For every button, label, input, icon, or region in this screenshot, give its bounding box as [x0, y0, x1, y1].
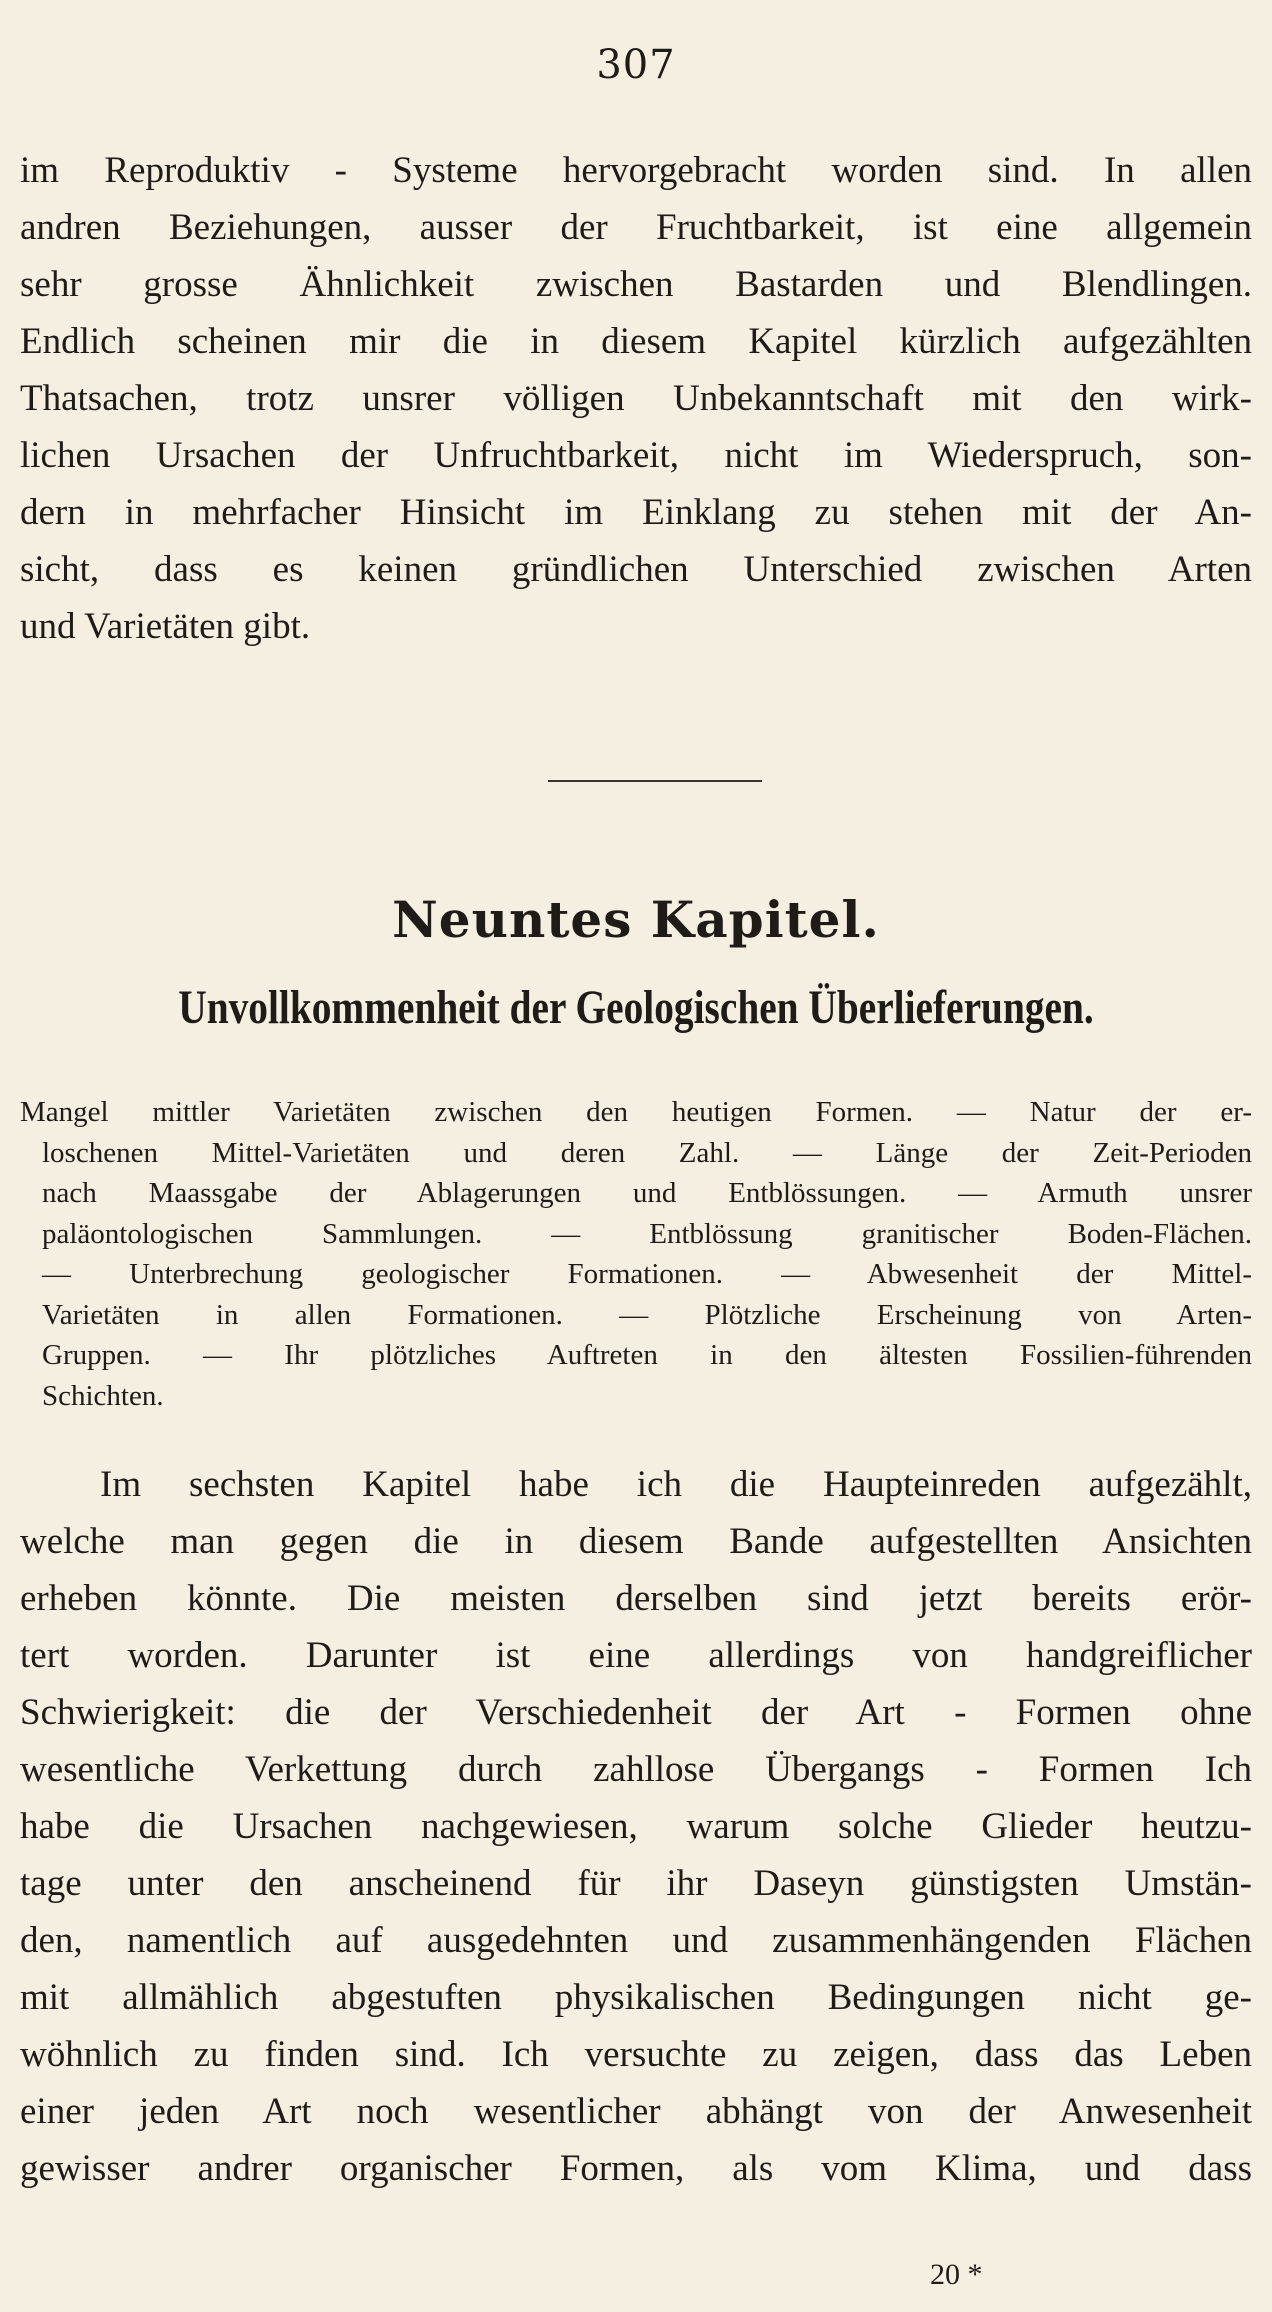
page-number: 307: [596, 42, 676, 88]
text-line: gewisser andrer organischer Formen, als vom Klima, und dass: [20, 2148, 1252, 2189]
text-line: im Reproduktiv - Systeme hervorgebracht worden sind. In allen: [20, 150, 1252, 191]
text-line: wöhnlich zu finden sind. Ich versuchte zu zeigen, dass das Leben: [20, 2034, 1252, 2075]
text-line: Thatsachen, trotz unsrer völligen Unbekanntschaft mit den wirk-: [20, 378, 1252, 419]
text-line: einer jeden Art noch wesentlicher abhängt von der Anwesenheit: [20, 2091, 1252, 2132]
paragraph-top: [20, 142, 1252, 655]
text-line: Endlich scheinen mir die in diesem Kapitel kürzlich aufgezählten: [20, 321, 1252, 362]
text-line: dern in mehrfacher Hinsicht im Einklang zu stehen mit der An-: [20, 492, 1252, 533]
text-line: habe die Ursachen nachgewiesen, warum solche Glieder heutzu-: [20, 1806, 1252, 1847]
text-line: lichen Ursachen der Unfruchtbarkeit, nicht im Wiederspruch, son-: [20, 435, 1252, 476]
summary-line: — Unterbrechung geologischer Formationen. — Abwesenheit der Mittel-: [42, 1258, 1252, 1290]
signature-mark: 20 *: [930, 2258, 983, 2291]
text-line: andren Beziehungen, ausser der Fruchtbarkeit, ist eine allgemein: [20, 207, 1252, 248]
summary-line: Gruppen. — Ihr plötzliches Auftreten in den ältesten Fossilien-führenden: [42, 1339, 1252, 1371]
text-line: wesentliche Verkettung durch zahllose Übergangs - Formen Ich: [20, 1749, 1252, 1790]
text-line: den, namentlich auf ausgedehnten und zusammenhängenden Flächen: [20, 1920, 1252, 1961]
text-line: erheben könnte. Die meisten derselben sind jetzt bereits erör-: [20, 1578, 1252, 1619]
text-line: Schwierigkeit: die der Verschiedenheit der Art - Formen ohne: [20, 1692, 1252, 1733]
summary-line: Varietäten in allen Formationen. — Plötzliche Erscheinung von Arten-: [42, 1298, 1252, 1331]
text-line: und Varietäten gibt.: [20, 606, 311, 647]
text-line: sicht, dass es keinen gründlichen Unterschied zwischen Arten: [20, 549, 1252, 590]
summary-line: loschenen Mittel-Varietäten und deren Zahl. — Länge der Zeit-Perioden: [42, 1136, 1252, 1169]
text-line: welche man gegen die in diesem Bande aufgestellten Ansichten: [20, 1521, 1252, 1562]
summary-line: nach Maassgabe der Ablagerungen und Entblössungen. — Armuth unsrer: [42, 1177, 1252, 1209]
chapter-title: Unvollkommenheit der Geologischen Überlieferungen.: [178, 981, 1094, 1034]
section-divider: [548, 780, 762, 782]
summary-line: Mangel mittler Varietäten zwischen den heutigen Formen. — Natur der er-: [20, 1096, 1252, 1128]
text-line: mit allmählich abgestuften physikalischen Bedingungen nicht ge-: [20, 1977, 1252, 2018]
chapter-summary: [20, 1092, 1252, 1416]
summary-line: paläontologischen Sammlungen. — Entblössung granitischer Boden-Flächen.: [42, 1217, 1252, 1250]
text-line: tage unter den anscheinend für ihr Daseyn günstigsten Umstän-: [20, 1863, 1252, 1904]
text-line: Im sechsten Kapitel habe ich die Haupteinreden aufgezählt,: [100, 1464, 1252, 1505]
chapter-heading: Neuntes Kapitel.: [392, 890, 880, 949]
paragraph-main: [20, 1456, 1252, 2197]
text-line: sehr grosse Ähnlichkeit zwischen Bastarden und Blendlingen.: [20, 264, 1252, 305]
text-line: tert worden. Darunter ist eine allerdings von handgreiflicher: [20, 1635, 1252, 1676]
summary-line: Schichten.: [42, 1379, 164, 1412]
